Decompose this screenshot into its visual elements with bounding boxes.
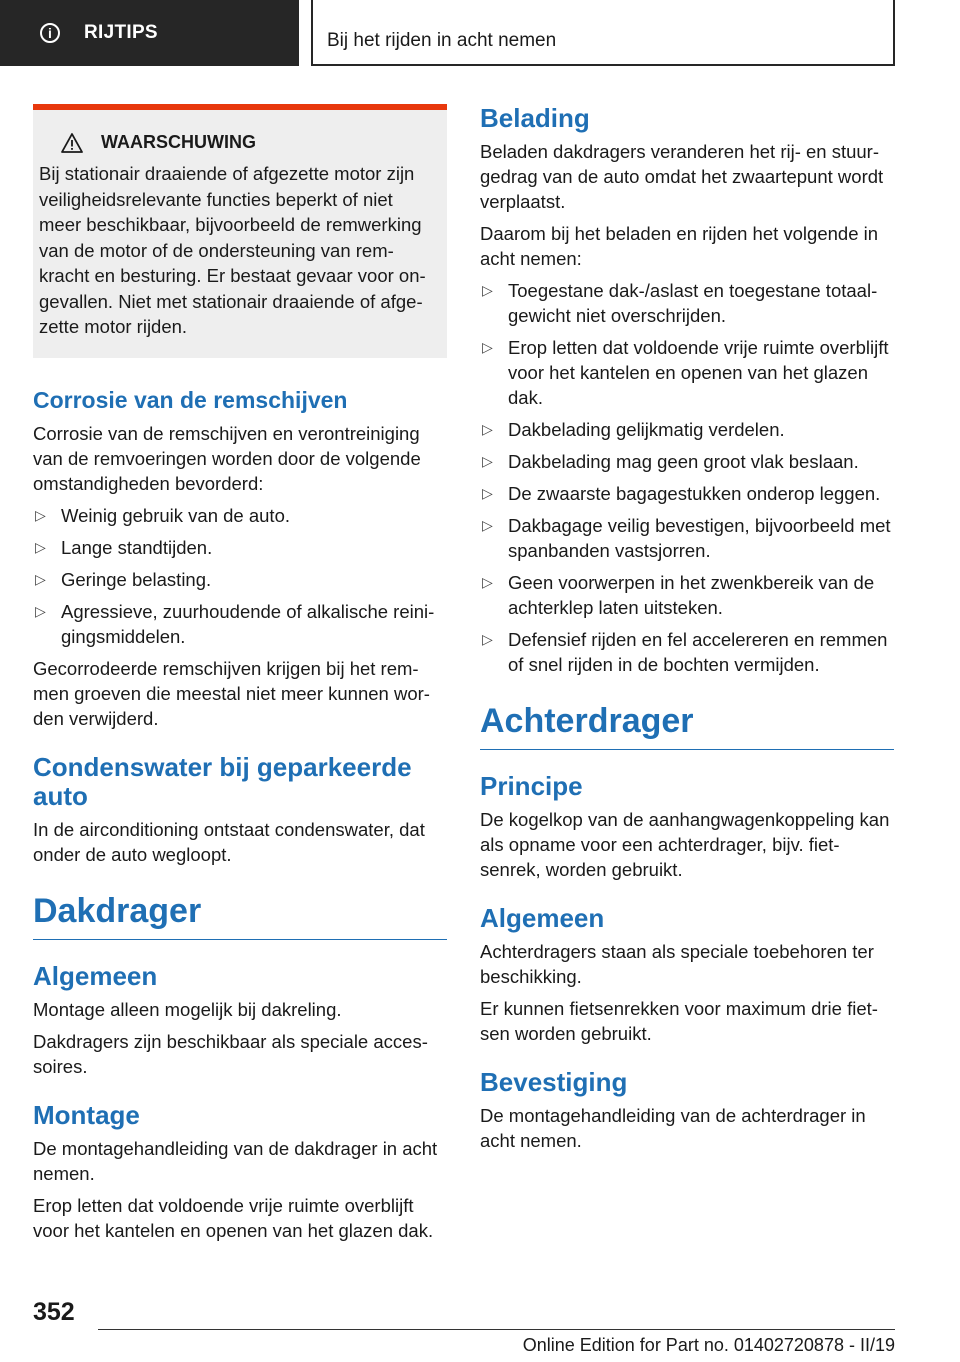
list-item: ▷ Dakbagage veilig bevestigen, bijvoorbeeld met spanbanden vastsjorren. (482, 515, 891, 561)
bevestiging-heading: Bevestiging (480, 1067, 628, 1097)
list-item: ▷ Agressieve, zuurhoudende of alkalische reinigingsmiddelen. (35, 600, 435, 647)
bullet-icon: ▷ (482, 574, 493, 590)
bullet-icon: ▷ (35, 570, 46, 587)
achterdrager-algemeen-p1: Achterdragers staan als speciale toebehoren ter beschikking. (480, 941, 874, 987)
corrosion-list (33, 503, 447, 649)
list-item: ▷ Dakbelading mag geen groot vlak beslaan. (482, 451, 859, 472)
bullet-icon: ▷ (35, 602, 46, 619)
list-item: ▷ Erop letten dat voldoende vrije ruimte overblijft voor het kantelen en openen van het glazen dak. (482, 337, 889, 408)
footer-divider (98, 1329, 895, 1330)
list-item: ▷ Dakbelading gelijkmatig verdelen. (482, 419, 785, 440)
achterdrager-algemeen-p2: Er kunnen fietsenrekken voor maximum drie fietsen worden gebruikt. (480, 998, 878, 1044)
left-column (33, 104, 447, 1250)
principe-text: De kogelkop van de aanhangwagenkoppeling kan als opname voor een achterdrager, bijv. fietsenrek, worden gebruikt. (480, 809, 890, 880)
corrosion-section (33, 386, 447, 731)
subsection-label: Bij het rijden in acht nemen (327, 30, 557, 51)
corrosion-intro: Corrosie van de remschijven en verontreiniging van de remvoeringen worden door de volgende omstandigheden bevorderd: (33, 422, 421, 494)
list-item: ▷ Lange standtijden. (35, 536, 213, 558)
bullet-icon: ▷ (482, 485, 493, 501)
bullet-icon: ▷ (482, 282, 493, 298)
bullet-icon: ▷ (35, 538, 46, 555)
page-header (0, 0, 960, 66)
belading-p1: Beladen dakdragers veranderen het rij- en stuurgedrag van de auto omdat het zwaartepunt wordt verplaatst. (480, 141, 884, 212)
belading-section (480, 104, 894, 677)
list-item: ▷ Geen voorwerpen in het zwenkbereik van de achterklep laten uitsteken. (482, 572, 875, 618)
bullet-icon: ▷ (482, 631, 493, 647)
belading-p2: Daarom bij het beladen en rijden het volgende in acht nemen: (480, 223, 879, 269)
montage-p2: Erop letten dat voldoende vrije ruimte overblijft voor het kantelen en openen van het glazen dak. (33, 1194, 434, 1241)
list-item: ▷ Toegestane dak-/aslast en toegestane totaalgewicht niet overschrijden. (482, 280, 878, 326)
dakdrager-algemeen-p2: Dakdragers zijn beschikbaar als speciale accessoires. (33, 1030, 428, 1077)
principe-section (480, 772, 894, 882)
list-item: ▷ De zwaarste bagagestukken onderop leggen. (482, 483, 881, 504)
edition-text: Online Edition for Part no. 01402720878 - II/19 (522, 1335, 895, 1355)
page-number: 352 (33, 1298, 75, 1326)
bullet-icon: ▷ (482, 421, 493, 437)
principe-heading: Principe (480, 771, 583, 801)
dakdrager-algemeen-section (33, 962, 447, 1079)
list-item: ▷ Geringe belasting. (35, 568, 212, 590)
condens-heading: Condenswater bij geparkeerde auto (33, 751, 412, 811)
achterdrager-algemeen-section (480, 904, 894, 1046)
belading-heading: Belading (480, 103, 590, 133)
achterdrager-algemeen-heading: Algemeen (480, 903, 605, 933)
dakdrager-algemeen-p1: Montage alleen mogelijk bij dakreling. (33, 998, 342, 1020)
condens-text: In de airconditioning ontstaat condenswater, dat onder de auto wegloopt. (33, 818, 425, 865)
montage-section (33, 1101, 447, 1243)
dakdrager-algemeen-heading: Algemeen (33, 960, 158, 991)
bullet-icon: ▷ (482, 453, 493, 469)
montage-p1: De montagehandleiding van de dakdrager in acht nemen. (33, 1137, 438, 1184)
bevestiging-section (480, 1068, 894, 1153)
dakdrager-heading: Dakdrager (33, 889, 447, 940)
bullet-icon: ▷ (482, 339, 493, 355)
achterdrager-heading: Achterdrager (480, 699, 894, 750)
info-icon: i (40, 23, 60, 43)
right-column (480, 104, 894, 1160)
list-item: ▷ Weinig gebruik van de auto. (35, 504, 291, 526)
warning-text: Bij stationair draaiende of afgezette motor zijn veiligheidsrelevante functies beperkt of niet meer beschikbaar, bijvoorbeeld de remwerking van de motor of de ondersteuning van remkracht en besturing. Er bestaat gevaar voor ongevallen. Niet met stationair draaiende of afgezette motor rijden. (39, 163, 426, 337)
bevestiging-text: De montagehandleiding van de achterdrager in acht nemen. (480, 1105, 866, 1151)
corrosion-heading: Corrosie van de remschijven (33, 386, 348, 413)
warning-title-text: WAARSCHUWING (101, 132, 256, 152)
corrosion-outro: Gecorrodeerde remschijven krijgen bij het remmen groeven die meestal niet meer kunnen worden verwijderd. (33, 657, 430, 729)
section-tab[interactable] (0, 0, 299, 66)
warning-title (61, 132, 435, 153)
section-label: RIJTIPS (84, 22, 158, 43)
warning-box (33, 104, 447, 358)
warning-triangle-icon (61, 133, 83, 153)
belading-list (480, 278, 894, 677)
condens-section (33, 753, 447, 867)
list-item: ▷ Defensief rijden en fel accelereren en remmen of snel rijden in de bochten vermijden. (482, 629, 888, 675)
subsection-tab (311, 0, 895, 66)
bullet-icon: ▷ (35, 506, 46, 523)
bullet-icon: ▷ (482, 517, 493, 533)
montage-heading: Montage (33, 1099, 140, 1130)
